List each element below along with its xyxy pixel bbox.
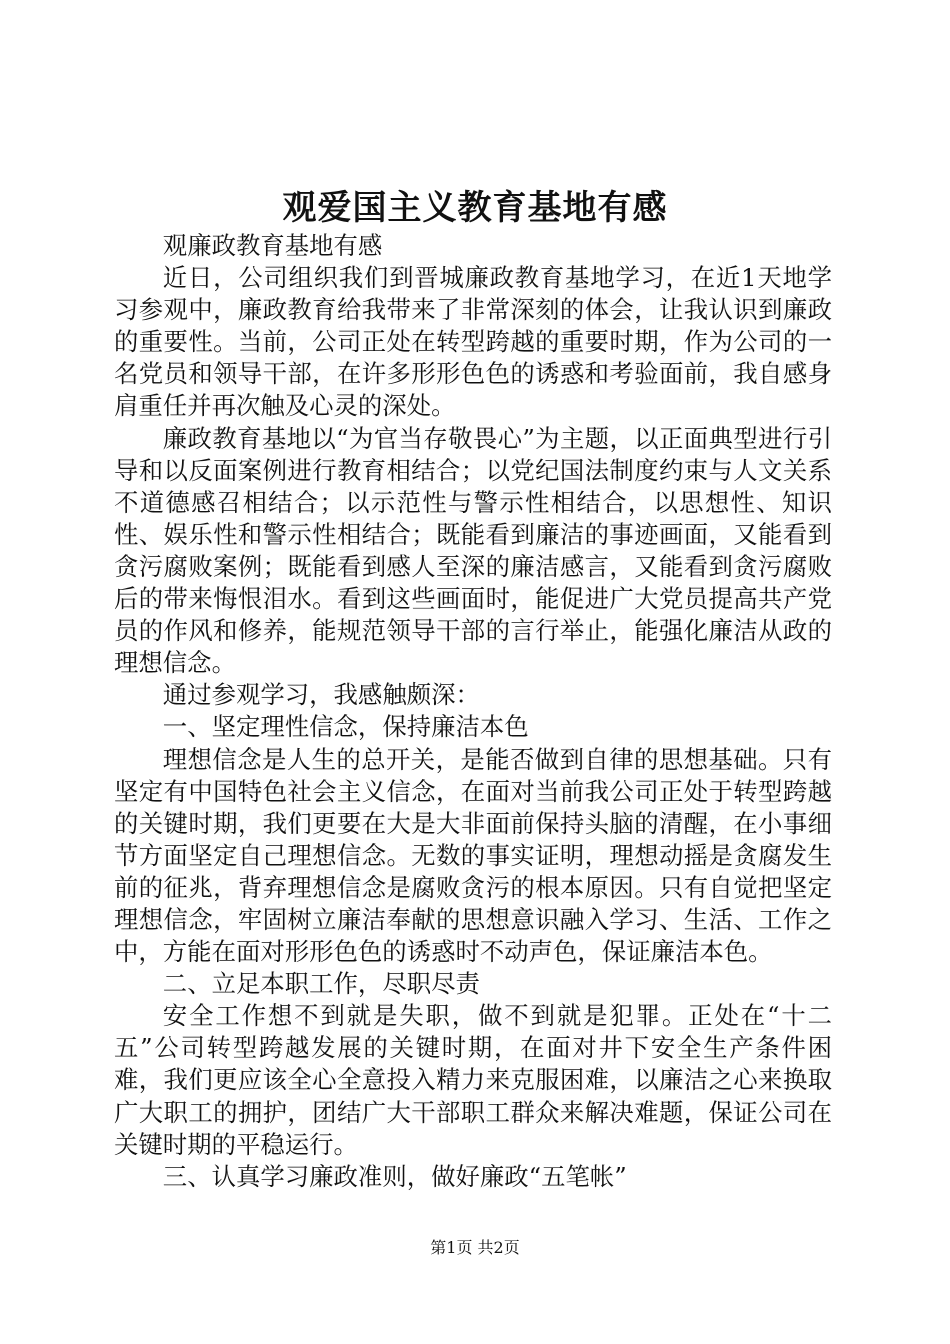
section-heading-1: 一、坚定理性信念，保持廉洁本色: [162, 712, 529, 742]
feelings-lead-paragraph: 通过参观学习，我感触颇深：: [162, 680, 480, 710]
section-2-paragraph: 安全工作想不到就是失职，做不到就是犯罪。正处在“十二五”公司转型跨越发展的关键时期，在面对井下安全生产条件困难，我们更应该全心全意投入精力来克服困难，以廉洁之心来换取广大职工的拥护，团结广大干部职工群众来解决难题，保证公司在关键时期的平稳运行。: [114, 1001, 832, 1159]
section-heading-3: 三、认真学习廉政准则，做好廉政“五笔帐”: [162, 1161, 627, 1191]
document-body: [114, 230, 832, 1193]
subtitle-paragraph: 观廉政教育基地有感: [162, 231, 383, 260]
section-1-paragraph: 理想信念是人生的总开关，是能否做到自律的思想基础。只有坚定有中国特色社会主义信念，在面对当前我公司正处于转型跨越的关键时期，我们更要在大是大非面前保持头脑的清醒，在小事细节方面坚定自己理想信念。无数的事实证明，理想动摇是贪腐发生前的征兆，背弃理想信念是腐败贪污的根本原因。只有自觉把坚定理想信念，牢固树立廉洁奉献的思想意识融入学习、生活、工作之中，方能在面对形形色色的诱惑时不动声色，保证廉洁本色。: [114, 744, 832, 967]
intro-paragraph: 近日，公司组织我们到晋城廉政教育基地学习，在近1天地学习参观中，廉政教育给我带来了非常深刻的体会，让我认识到廉政的重要性。当前，公司正处在转型跨越的重要时期，作为公司的一名党员和领导干部，在许多形形色色的诱惑和考验面前，我自感身肩重任并再次触及心灵的深处。: [114, 263, 832, 421]
section-heading-2: 二、立足本职工作，尽职尽责: [162, 969, 480, 999]
base-description-paragraph: 廉政教育基地以“为官当存敬畏心”为主题，以正面典型进行引导和以反面案例进行教育相结合；以党纪国法制度约束与人文关系不道德感召相结合；以示范性与警示性相结合，以思想性、知识性、娱乐性和警示性相结合；既能看到廉洁的事迹画面，又能看到贪污腐败案例；既能看到感人至深的廉洁感言，又能看到贪污腐败后的带来悔恨泪水。看到这些画面时，能促进广大党员提高共产党员的作风和修养，能规范领导干部的言行举止，能强化廉洁从政的理想信念。: [114, 423, 832, 678]
document-title: 观爱国主义教育基地有感: [282, 188, 668, 228]
page-footer: 第1页 共2页: [430, 1238, 520, 1257]
